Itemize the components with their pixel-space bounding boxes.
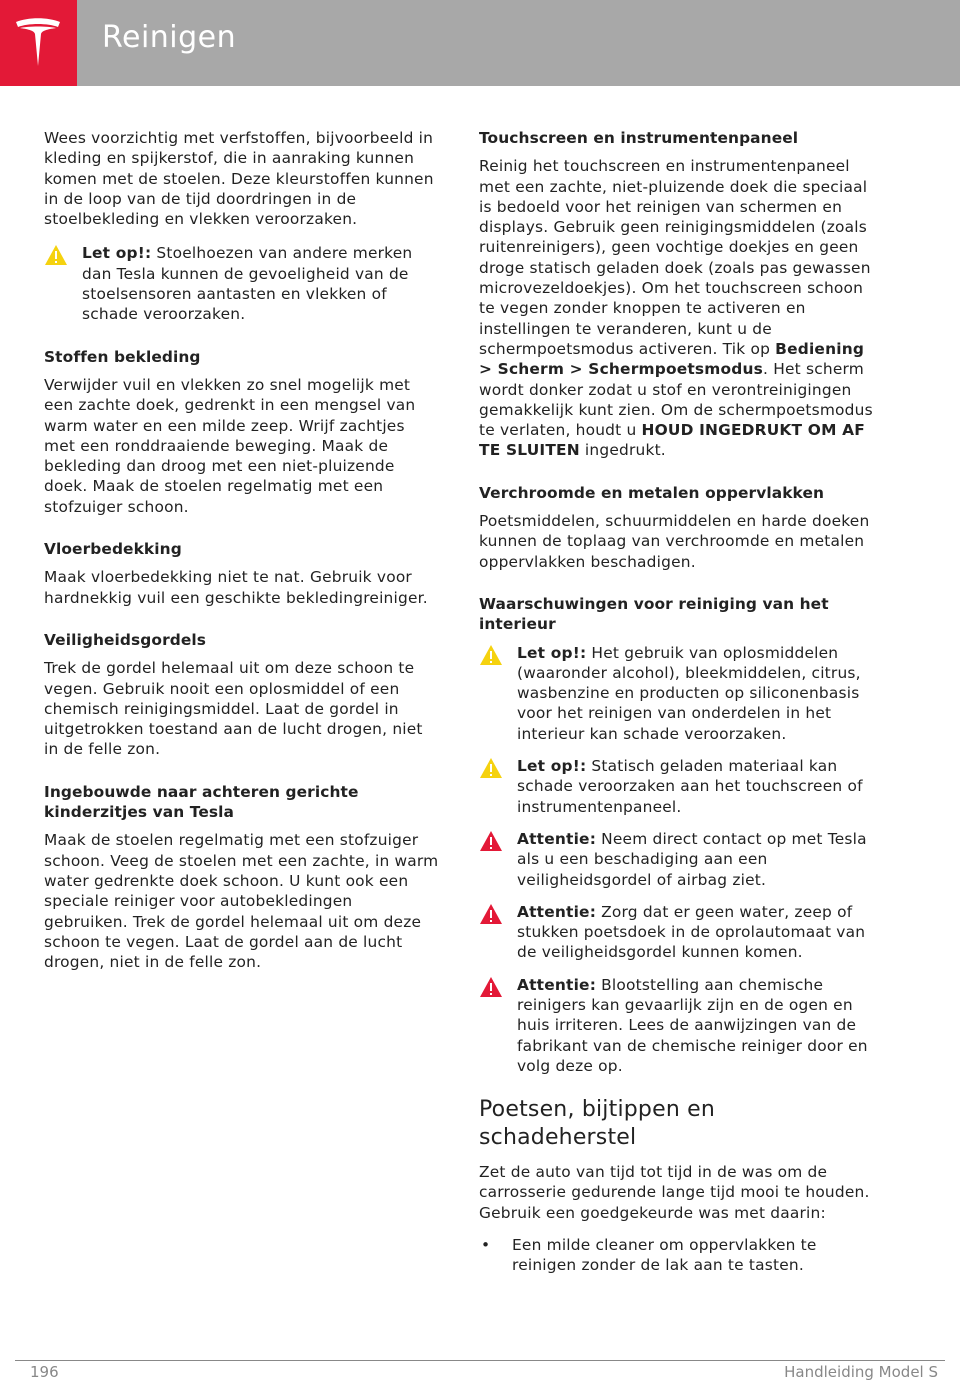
- right-column: [479, 128, 875, 1276]
- section-heading: Touchscreen en instrumentenpaneel: [479, 129, 799, 147]
- section-body: Zet de auto van tijd tot tijd in de was om de carrosserie gedurende lange tijd mooi te houden. Gebruik een goedgekeurde was met daarin:: [479, 1163, 870, 1222]
- section-child-seats: [44, 782, 439, 973]
- section-polishing: [479, 1096, 875, 1275]
- warning-icon: [479, 976, 503, 998]
- caution-note: [44, 243, 439, 324]
- note-label: Let op!:: [517, 643, 587, 662]
- section-heading: Veiligheidsgordels: [44, 630, 207, 649]
- page-number: 196: [30, 1363, 59, 1381]
- warning-icon: [479, 830, 503, 852]
- section-interior-warnings: [479, 594, 875, 1076]
- caution-note: [479, 643, 875, 744]
- section-carpet: [44, 539, 439, 608]
- note-label: Let op!:: [82, 244, 152, 263]
- section-heading: Vloerbedekking: [44, 540, 182, 559]
- body-text: ingedrukt.: [579, 441, 666, 460]
- note-text: Stoelhoezen van andere merken dan Tesla kunnen de gevoeligheid van de stoelsensoren aantasten en vlekken of schade veroorzaken.: [82, 244, 413, 324]
- left-column: [44, 128, 439, 986]
- section-chrome: [479, 483, 875, 572]
- bullet-list: [479, 1235, 875, 1276]
- note-label: Let op!:: [517, 757, 587, 776]
- page-title: Reinigen: [102, 20, 237, 55]
- caution-icon: [44, 244, 68, 266]
- section-upholstery: [44, 347, 439, 517]
- section-seatbelts: [44, 630, 439, 760]
- warning-note: [479, 975, 875, 1076]
- section-touchscreen: [479, 128, 875, 461]
- body-text: . Het scherm wordt donker zodat u stof en verontreinigingen gemakkelijk kunt zien. Om de schermpoetsmodus te verlaten, houdt u: [479, 360, 873, 440]
- footer-divider: [15, 1360, 945, 1361]
- tesla-logo: [0, 0, 77, 86]
- section-body: Poetsmiddelen, schuurmiddelen en harde doeken kunnen de toplaag van verchroomde en metalen oppervlakken beschadigen.: [479, 512, 870, 571]
- warning-icon: [479, 903, 503, 925]
- note-label: Attentie:: [517, 829, 597, 848]
- section-body: Verwijder vuil en vlekken zo snel mogelijk met een zachte doek, gedrenkt in een mengsel van warm water en een milde zeep. Wrijf zachtjes met een ronddraaiende beweging. Maak de bekleding dan droog met een niet-pluizende doek. Maak de stoelen regelmatig met een stofzuiger schoon.: [44, 375, 416, 516]
- note-label: Attentie:: [517, 975, 597, 994]
- notes-list: [479, 643, 875, 1077]
- note-label: Attentie:: [517, 902, 597, 921]
- caution-note: [479, 756, 875, 817]
- caution-icon: [479, 644, 503, 666]
- section-title-large: Poetsen, bijtippen en schadeherstel: [479, 1097, 716, 1151]
- intro-paragraph: Wees voorzichtig met verfstoffen, bijvoorbeeld in kleding en spijkerstof, die in aanraking kunnen komen met de stoelen. Deze kleurstoffen kunnen in de loop van de tijd doordringen in de stoelbekleding en vlekken veroorzaken.: [44, 129, 434, 229]
- section-body: Maak de stoelen regelmatig met een stofzuiger schoon. Veeg de stoelen met een zachte, in warm water gedrenkte doek schoon. U kunt ook een speciale reiniger voor autobekledingen gebruiken. Trek de gordel helemaal uit om deze schoon te vegen. Laat de gordel aan de lucht drogen, niet in de felle zon.: [44, 831, 439, 972]
- section-body: Maak vloerbedekking niet te nat. Gebruik voor hardnekkig vuil een geschikte bekledingreiniger.: [44, 568, 428, 607]
- manual-title: Handleiding Model S: [784, 1363, 938, 1381]
- warning-note: [479, 902, 875, 963]
- header-bar: [0, 0, 960, 86]
- tesla-logo-icon: [14, 16, 62, 70]
- section-heading: Waarschuwingen voor reiniging van het interieur: [479, 594, 829, 634]
- note-text: Zorg dat er geen water, zeep of stukken poetsdoek in de oprolautomaat van de veiligheidsgordel kunnen komen.: [517, 902, 866, 962]
- section-body: [479, 156, 875, 460]
- note-text: Het gebruik van oplosmiddelen (waaronder alcohol), bleekmiddelen, citrus, wasbenzine en producten op siliconenbasis voor het reinigen van onderdelen in het interieur kan schade veroorzaken.: [517, 643, 861, 743]
- section-heading: Stoffen bekleding: [44, 347, 201, 366]
- caution-icon: [479, 757, 503, 779]
- section-heading: Verchroomde en metalen oppervlakken: [479, 483, 825, 502]
- hold-button-label: HOUD INGEDRUKT OM AF TE SLUITEN: [479, 421, 865, 460]
- menu-path: Bediening > Scherm > Schermpoetsmodus: [479, 339, 865, 379]
- section-heading: Ingebouwde naar achteren gerichte kinderzitjes van Tesla: [44, 782, 359, 822]
- list-item: • Een milde cleaner om oppervlakken te reinigen zonder de lak aan te tasten.: [479, 1235, 875, 1276]
- note-text: Statisch geladen materiaal kan schade veroorzaken aan het touchscreen of instrumentenpaneel.: [517, 757, 863, 816]
- warning-note: [479, 829, 875, 890]
- note-text: Blootstelling aan chemische reinigers kan gevaarlijk zijn en de ogen en huis irriteren. Lees de aanwijzingen van de fabrikant van de chemische reiniger door en volg deze op.: [517, 975, 868, 1075]
- note-text: Neem direct contact op met Tesla als u een beschadiging aan een veiligheidsgordel of airbag ziet.: [517, 829, 867, 889]
- body-text: Reinig het touchscreen en instrumentenpaneel met een zachte, niet-pluizende doek die speciaal is bedoeld voor het reinigen van schermen en displays. Gebruik geen reinigingsmiddelen (zoals ruitenreinigers), geen vochtige doekjes en geen droge statisch geladen doek (zoals pas gewassen microvezeldoekjes). Om het touchscreen schoon te vegen zonder knoppen te activeren en instellingen te veranderen, kunt u de schermpoetsmodus activeren. Tik op: [479, 157, 871, 358]
- section-body: Trek de gordel helemaal uit om deze schoon te vegen. Gebruik nooit een oplosmiddel of een chemisch reinigingsmiddel. Laat de gordel in uitgetrokken toestand aan de lucht drogen, niet in de felle zon.: [44, 659, 423, 759]
